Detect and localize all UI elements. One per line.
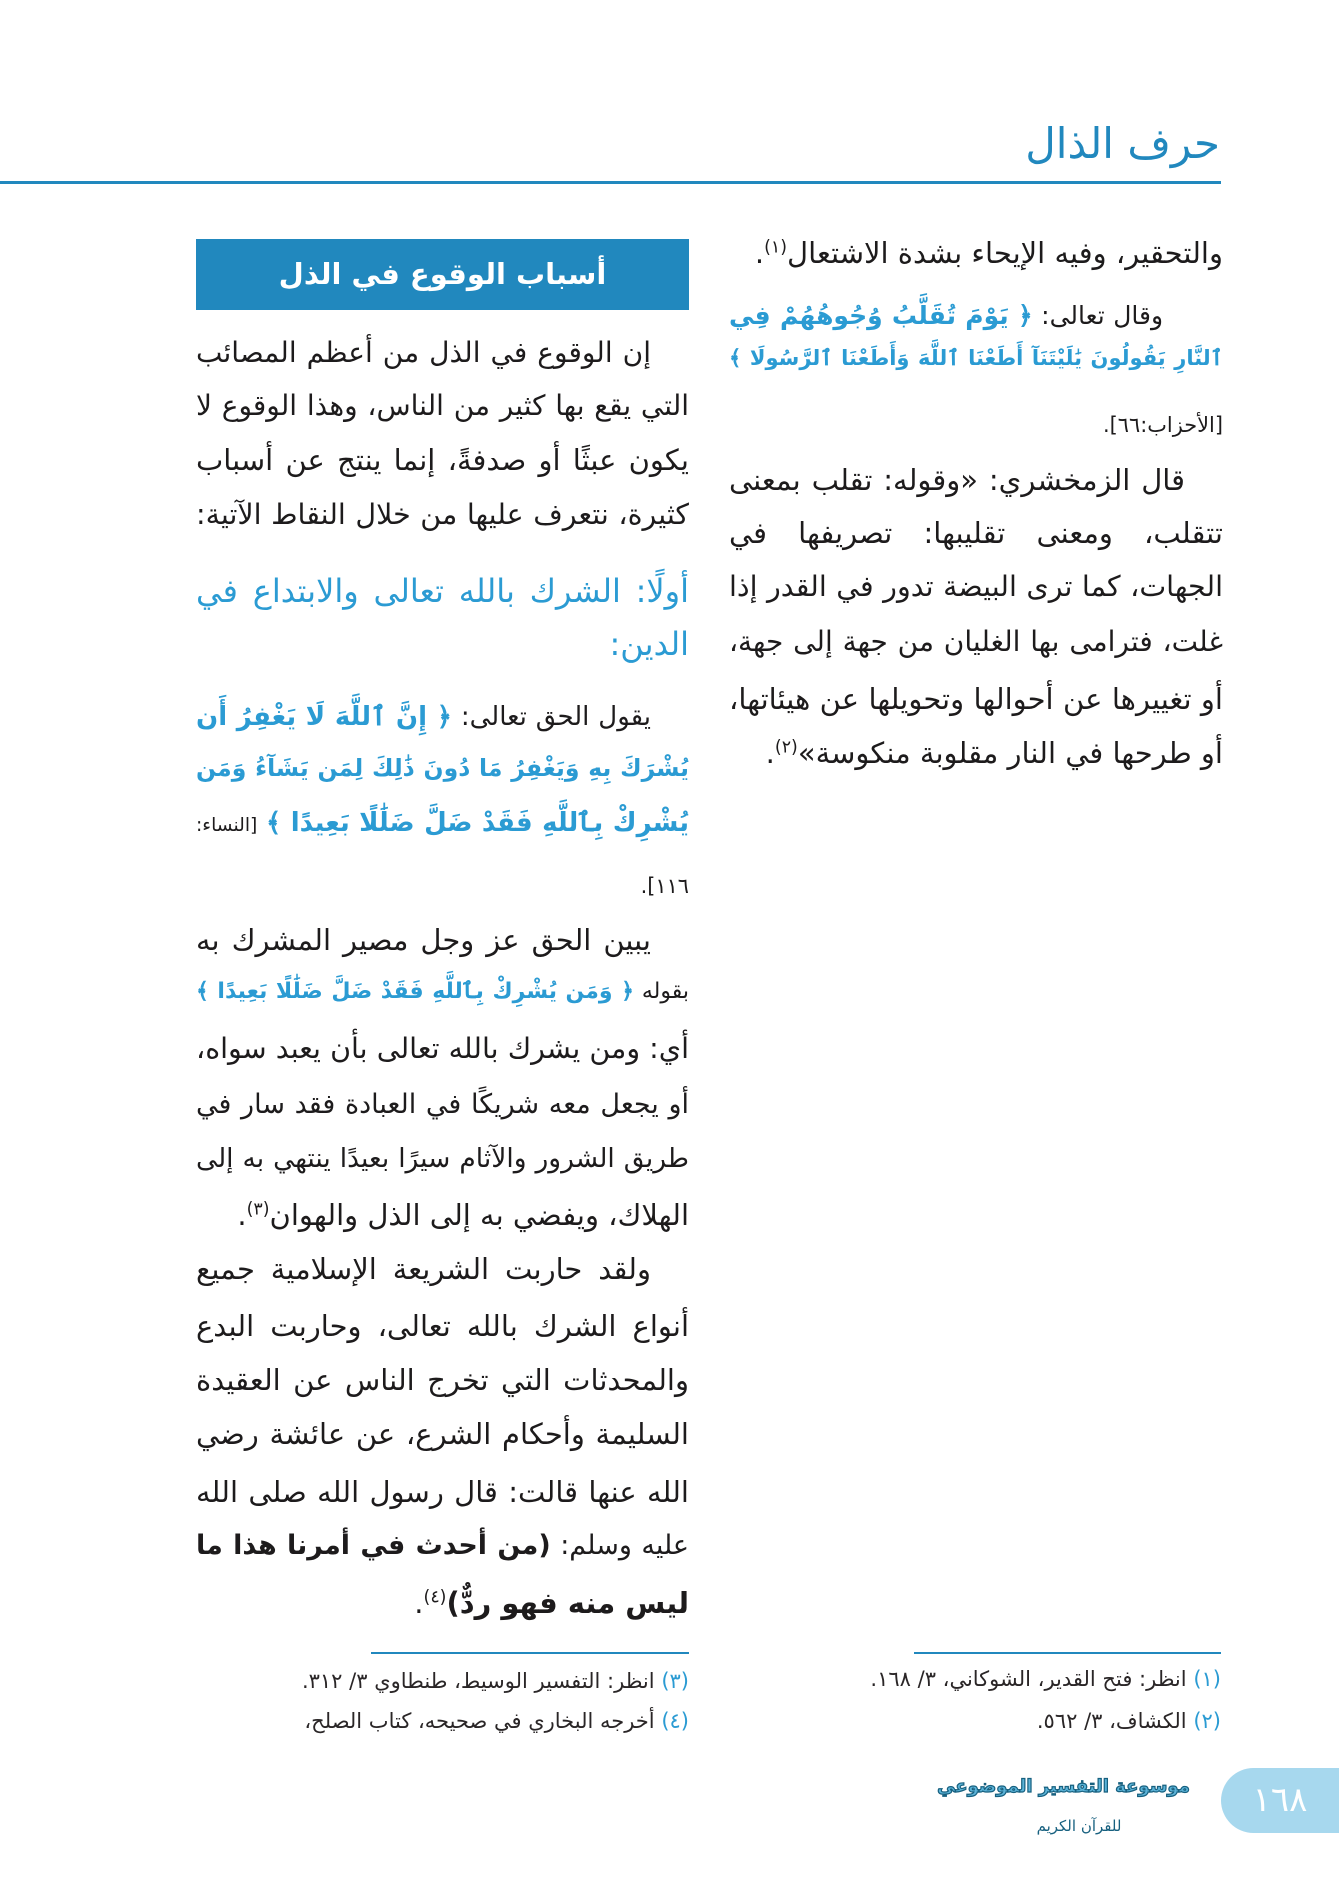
verse-citation: [الأحزاب:٦٦]. <box>1103 413 1223 437</box>
logo-subtitle: للقرآن الكريم <box>1036 1817 1122 1835</box>
left-line-11 <box>196 915 689 965</box>
body-text: غلت، فترامى بها الغليان من جهة إلى جهة، <box>729 625 1223 658</box>
body-text: قال الزمخشري: «وقوله: تقلب بمعنى <box>729 463 1185 497</box>
hadith-text: ليس منه فهو ردٌّ) <box>446 1586 689 1620</box>
footnote-2 <box>727 1702 1221 1740</box>
left-line-18 <box>196 1301 689 1351</box>
left-line-3 <box>196 435 689 485</box>
footnote-text: انظر: فتح القدير، الشوكاني، ٣/ ١٦٨. <box>870 1667 1187 1691</box>
punctuation: . <box>754 236 765 270</box>
footnote-4 <box>195 1702 689 1740</box>
quran-verse-text: يُشْرِكْ بِٱللَّهِ فَقَدْ ضَلَّ ضَلَٰلًا بَعِيدًا ﴾ <box>266 808 689 838</box>
footnote-separator-left <box>371 1652 689 1654</box>
left-line-8 <box>196 743 689 793</box>
footnote-text: الكشاف، ٣/ ٥٦٢. <box>1036 1709 1187 1733</box>
header-rule <box>0 181 1221 184</box>
body-text: ولقد حاربت الشريعة الإسلامية جميع <box>196 1252 651 1286</box>
left-line-7 <box>196 692 689 742</box>
quran-verse-text: ﴿ إِنَّ ٱللَّهَ لَا يَغْفِرُ أَن <box>196 702 452 732</box>
right-line-6 <box>729 508 1223 558</box>
punctuation: . <box>765 736 775 770</box>
subheading-line-1 <box>196 566 689 616</box>
quran-verse-text: ﴿ وَمَن يُشْرِكْ بِٱللَّهِ فَقَدْ ضَلَّ ضَلَٰلًا بَعِيدًا ﴾ <box>196 979 635 1004</box>
quran-verse-text: يُشْرَكَ بِهِ وَيَغْفِرُ مَا دُونَ ذَٰلِكَ لِمَن يَشَآءُ وَمَن <box>196 754 689 782</box>
footnote-separator-right <box>914 1652 1221 1654</box>
body-text: أو يجعل معه شريكًا في العبادة فقد سار في <box>196 1089 689 1120</box>
body-text: السليمة وأحكام الشرع، عن عائشة رضي <box>196 1417 689 1451</box>
footnote-marker: (٣) <box>661 1669 689 1693</box>
left-line-13 <box>196 1024 689 1074</box>
left-line-22 <box>196 1521 689 1571</box>
right-line-1 <box>729 228 1223 278</box>
footnote-3 <box>195 1662 689 1700</box>
body-text: يكون عبثًا أو صدفةً، إنما ينتج عن أسباب <box>196 443 689 477</box>
footnote-ref: (٢) <box>774 737 798 758</box>
body-text: وقال تعالى: <box>1041 301 1164 330</box>
subheading-line-2 <box>196 619 689 669</box>
body-text: يبين الحق عز وجل مصير المشرك به <box>196 923 651 957</box>
left-line-20 <box>196 1409 689 1459</box>
right-line-10 <box>729 728 1223 778</box>
body-text: الجهات، كما ترى البيضة تدور في القدر إذا <box>729 570 1223 603</box>
punctuation: . <box>237 1198 247 1232</box>
body-text: والمحدثات التي تخرج الناس عن العقيدة <box>196 1363 689 1397</box>
logo-title: موسوعة التفسير الموضوعي <box>937 1776 1190 1797</box>
body-text: أي: ومن يشرك بالله تعالى بأن يعبد سواه، <box>196 1032 689 1065</box>
body-text: تتقلب، ومعنى تقليبها: تصريفها في <box>729 516 1223 550</box>
subheading-text: أولًا: الشرك بالله تعالى والابتداع في <box>196 572 689 610</box>
verse-citation: [النساء: <box>196 815 258 836</box>
footnote-marker: (١) <box>1193 1667 1221 1691</box>
footnote-text: انظر: التفسير الوسيط، طنطاوي ٣/ ٣١٢. <box>301 1669 655 1693</box>
right-line-8 <box>729 617 1223 667</box>
quran-verse-text: ٱلنَّارِ يَقُولُونَ يَٰلَيْتَنَآ أَطَعْنَا ٱللَّهَ وَأَطَعْنَا ٱلرَّسُولَا ﴾ <box>729 346 1223 370</box>
section-heading: أسباب الوقوع في الذل <box>196 239 689 310</box>
left-line-21 <box>196 1467 689 1517</box>
right-line-9 <box>729 674 1223 724</box>
body-text: الله عنها قالت: قال رسول الله صلى الله <box>196 1475 689 1509</box>
hadith-text: (من أحدث في أمرنا هذا ما <box>196 1530 551 1561</box>
subheading-text: الدين: <box>609 625 689 663</box>
left-line-23 <box>196 1578 689 1628</box>
left-line-14 <box>196 1080 689 1130</box>
footnote-text: أخرجه البخاري في صحيحه، كتاب الصلح، <box>304 1709 655 1733</box>
footnote-marker: (٤) <box>661 1709 689 1733</box>
right-line-3 <box>729 333 1223 383</box>
chapter-title: حرف الذال <box>1025 119 1220 168</box>
body-text: عليه وسلم: <box>560 1530 690 1561</box>
left-line-9 <box>196 798 689 848</box>
left-line-1 <box>196 328 689 378</box>
punctuation: . <box>414 1586 424 1620</box>
footnote-ref: (٤) <box>423 1587 447 1608</box>
left-line-16 <box>196 1190 689 1240</box>
verse-citation: ١١٦]. <box>640 874 689 898</box>
left-line-10 <box>196 858 689 908</box>
left-line-2 <box>196 381 689 431</box>
body-text: الهلاك، ويفضي به إلى الذل والهوان <box>269 1198 689 1232</box>
body-text: كثيرة، نتعرف عليها من خلال النقاط الآتية: <box>196 498 689 531</box>
body-text: التي يقع بها كثير من الناس، وهذا الوقوع لا <box>196 389 689 422</box>
footnote-ref: (١) <box>764 237 788 258</box>
footnote-ref: (٣) <box>246 1199 270 1220</box>
right-line-5 <box>729 455 1223 505</box>
body-text: بقوله <box>641 979 690 1004</box>
quran-verse-text: ﴿ يَوْمَ تُقَلَّبُ وُجُوهُهُمْ فِي <box>729 301 1033 330</box>
footnote-1 <box>727 1660 1221 1698</box>
footnote-marker: (٢) <box>1193 1709 1221 1733</box>
left-line-17 <box>196 1244 689 1294</box>
body-text: طريق الشرور والآثام سيرًا بعيدًا ينتهي به إلى <box>196 1143 689 1174</box>
body-text: إن الوقوع في الذل من أعظم المصائب <box>196 336 651 369</box>
right-line-4 <box>729 397 1223 447</box>
page-number: ١٦٨ <box>1221 1768 1339 1833</box>
body-text: أو طرحها في النار مقلوبة منكوسة» <box>797 736 1223 770</box>
body-text: أنواع الشرك بالله تعالى، وحاربت البدع <box>196 1309 689 1343</box>
left-line-12 <box>196 967 689 1017</box>
left-line-19 <box>196 1355 689 1405</box>
right-line-7 <box>729 562 1223 612</box>
body-text: أو تغييرها عن أحوالها وتحويلها عن هيئاتها، <box>729 682 1223 716</box>
left-line-15 <box>196 1134 689 1184</box>
encyclopedia-logo <box>934 1763 1193 1844</box>
body-text: يقول الحق تعالى: <box>460 702 652 732</box>
body-text: والتحقير، وفيه الإيحاء بشدة الاشتعال <box>787 236 1223 270</box>
left-line-4 <box>196 490 689 540</box>
